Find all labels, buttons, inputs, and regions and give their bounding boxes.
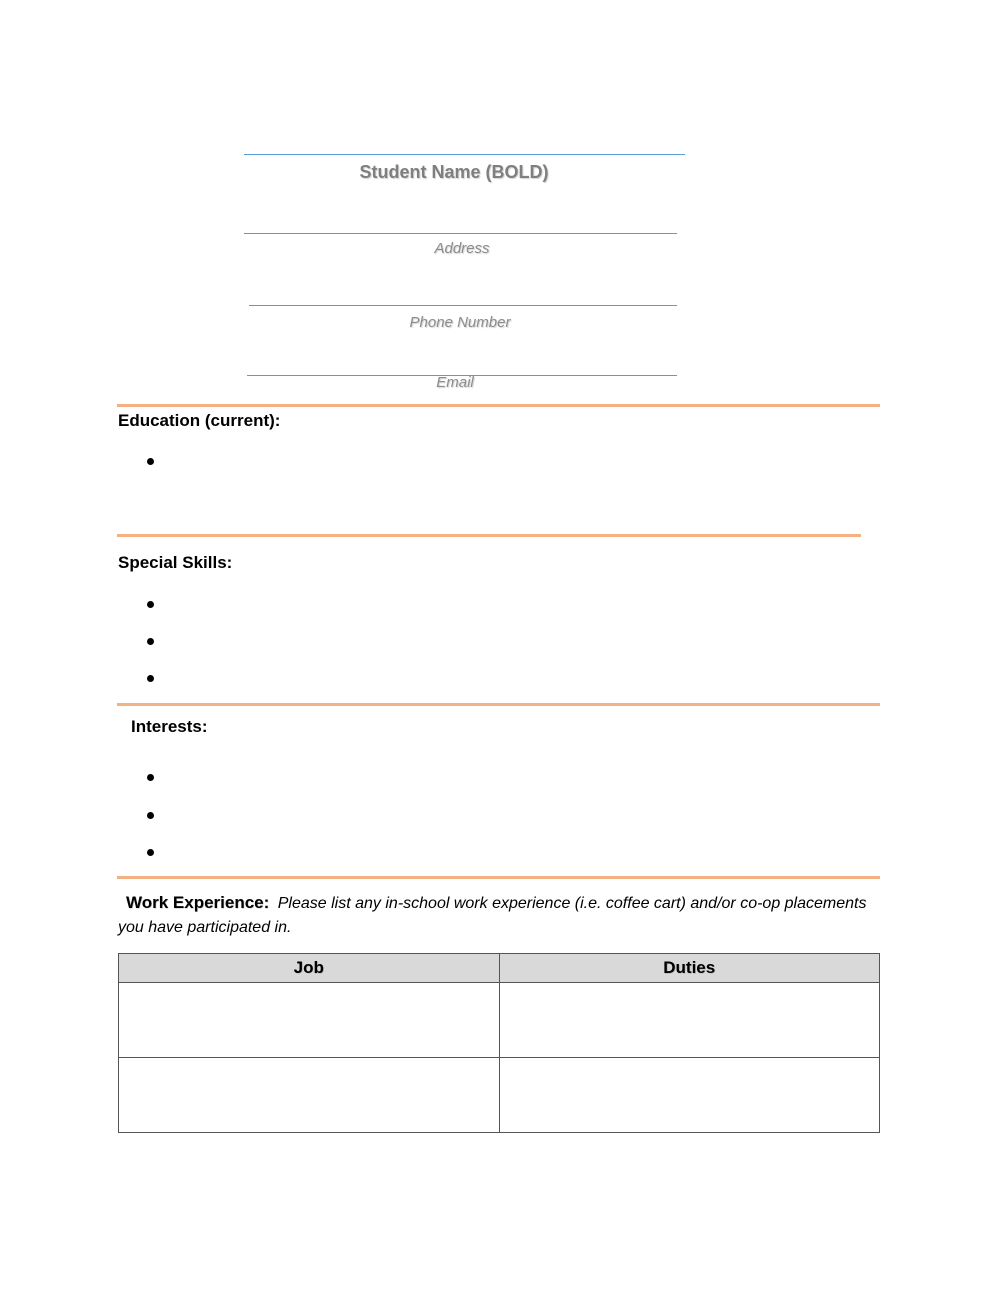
skills-bullet[interactable] — [147, 638, 154, 645]
section-divider-skills — [117, 534, 861, 537]
work-experience-table — [118, 953, 880, 1133]
skills-heading: Special Skills: — [118, 553, 233, 572]
table-row — [119, 983, 880, 1058]
phone-rule — [249, 305, 677, 306]
address-field[interactable]: Address — [434, 240, 490, 257]
work-heading: Work Experience: — [126, 893, 270, 912]
skills-bullet[interactable] — [147, 675, 154, 682]
interests-bullet[interactable] — [147, 849, 154, 856]
job-cell[interactable] — [119, 1058, 500, 1133]
education-heading: Education (current): — [118, 411, 281, 430]
table-row — [119, 1058, 880, 1133]
phone-number-field[interactable]: Phone Number — [409, 314, 511, 331]
education-bullet[interactable] — [147, 458, 154, 465]
duties-column-header: Duties — [499, 954, 880, 983]
interests-bullet[interactable] — [147, 774, 154, 781]
job-cell[interactable] — [119, 983, 500, 1058]
address-rule — [244, 233, 677, 234]
table-header-row — [119, 954, 880, 983]
name-rule — [244, 154, 685, 155]
interests-heading: Interests: — [131, 717, 208, 736]
work-note-line2: you have participated in. — [118, 919, 292, 936]
duties-cell[interactable] — [499, 1058, 880, 1133]
interests-bullet[interactable] — [147, 812, 154, 819]
work-note-continuation — [118, 915, 883, 941]
skills-bullet[interactable] — [147, 601, 154, 608]
section-divider-work — [117, 876, 880, 879]
section-divider-education — [117, 404, 880, 407]
section-divider-interests — [117, 703, 880, 706]
work-note-line1: Please list any in-school work experience (i.e. coffee cart) and/or co-op placements — [277, 895, 867, 912]
email-field[interactable]: Email — [436, 374, 474, 391]
work-experience-intro — [118, 890, 883, 917]
duties-cell[interactable] — [499, 983, 880, 1058]
job-column-header: Job — [119, 954, 500, 983]
student-name-field[interactable]: Student Name (BOLD) — [359, 162, 549, 182]
